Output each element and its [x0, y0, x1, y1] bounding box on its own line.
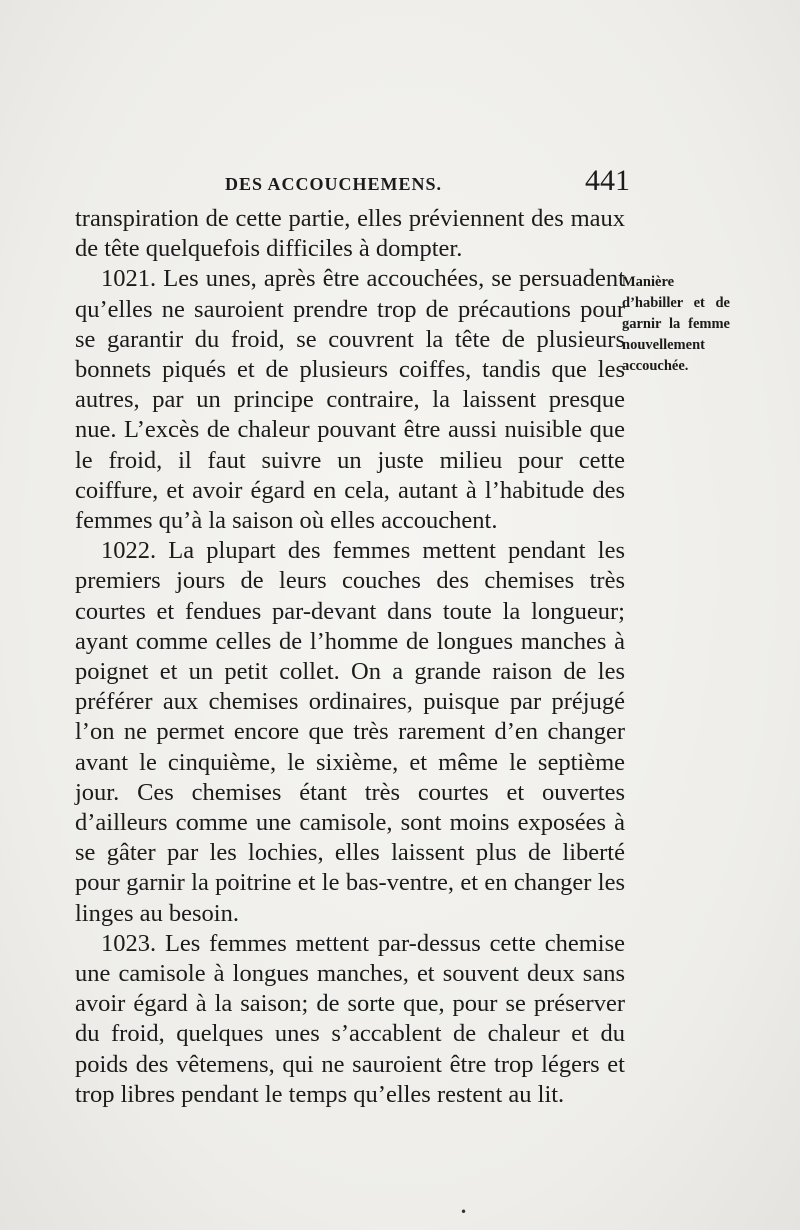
paragraph-continuation: transpiration de cette partie, elles préviennent des maux de tête quelquefois difficiles à dompter. — [75, 205, 625, 263]
paragraph-1021: 1021. Les unes, après être accouchées, se persuadent qu’elles ne sauroient prendre trop de précautions pour se garantir du froid, se couvrent la tête de plusieurs bonnets piqués et de plusieurs coiffes, tandis que les autres, par un principe contraire, la laissent presque nue. L’excès de chaleur pouvant être aussi nuisible que le froid, il faut suivre un juste milieu pour cette coiffure, et avoir égard en cela, autant à l’habitude des femmes qu’à la saison où elles accouchent. — [75, 265, 625, 535]
running-title: DES ACCOUCHEMENS. — [225, 174, 443, 194]
paragraph-1023: 1023. Les femmes mettent par-dessus cette chemise une camisole à longues manches, et souvent deux sans avoir égard à la saison; de sorte que, pour se préserver du froid, quelques unes s’accablent de chaleur et du poids des vêtemens, qui ne sauroient être trop légers et trop libres pendant le temps qu’elles restent au lit. — [75, 929, 625, 1108]
page-number: 441 — [585, 164, 630, 197]
main-text — [75, 204, 625, 1110]
ink-speck: • — [460, 1205, 468, 1219]
paragraph-1022: 1022. La plupart des femmes mettent pendant les premiers jours de leurs couches des chemises très courtes et fendues par-devant dans toute la longueur; ayant comme celles de l’homme de longues manches à poignet et un petit collet. On a grande raison de les préférer aux chemises ordinaires, puisque par préjugé l’on ne permet encore que très rarement d’en changer avant le cinquième, le sixième, et même le septième jour. Ces chemises étant très courtes et ouvertes d’ailleurs comme une camisole, sont moins exposées à se gâter par les lochies, elles laissent plus de liberté pour garnir la poitrine et le bas-ventre, et en changer les linges au besoin. — [75, 537, 625, 927]
margin-note: Manière d’habiller et de garnir la femme nouvellement accouchée. — [622, 274, 730, 374]
